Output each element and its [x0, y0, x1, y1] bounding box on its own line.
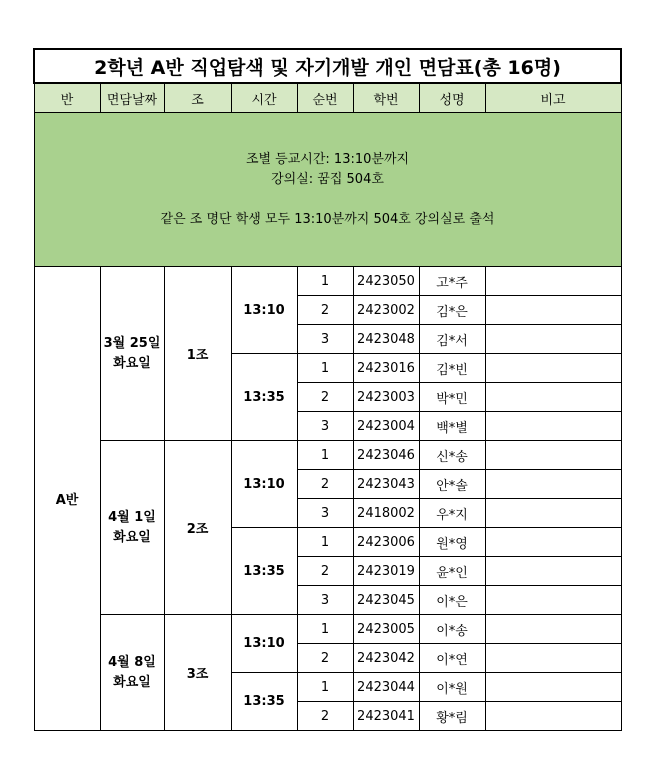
remarks-cell — [485, 296, 621, 325]
student-name-cell: 우*지 — [419, 499, 485, 528]
notice-box — [34, 113, 621, 267]
student-name-cell: 이*연 — [419, 644, 485, 673]
order-cell: 3 — [297, 412, 353, 441]
time-cell: 13:35 — [231, 354, 297, 441]
student-id-cell: 2423002 — [353, 296, 419, 325]
order-cell: 3 — [297, 586, 353, 615]
order-cell: 2 — [297, 702, 353, 731]
time-cell: 13:35 — [231, 673, 297, 731]
time-cell: 13:10 — [231, 615, 297, 673]
class-cell: A반 — [34, 267, 100, 731]
remarks-cell — [485, 383, 621, 412]
student-name-cell: 김*은 — [419, 296, 485, 325]
date-label: 4월 1일 — [108, 509, 156, 525]
time-cell: 13:10 — [231, 267, 297, 354]
group-cell: 3조 — [164, 615, 231, 731]
student-id-cell: 2423042 — [353, 644, 419, 673]
header-class: 반 — [34, 83, 100, 113]
student-id-cell: 2423004 — [353, 412, 419, 441]
notice-room: 강의실: 꿈집 504호 — [271, 171, 384, 187]
student-id-cell: 2423041 — [353, 702, 419, 731]
weekday-label: 화요일 — [113, 355, 151, 371]
table-row — [34, 441, 621, 470]
order-cell: 1 — [297, 441, 353, 470]
group-cell: 2조 — [164, 441, 231, 615]
notice-instruction: 같은 조 명단 학생 모두 13:10분까지 504호 강의실로 출석 — [160, 211, 495, 227]
student-name-cell: 신*송 — [419, 441, 485, 470]
time-cell: 13:10 — [231, 441, 297, 528]
student-id-cell: 2423005 — [353, 615, 419, 644]
header-time: 시간 — [231, 83, 297, 113]
date-cell — [100, 267, 164, 441]
table-row — [34, 267, 621, 296]
order-cell: 1 — [297, 354, 353, 383]
remarks-cell — [485, 615, 621, 644]
interview-table — [33, 48, 622, 731]
table-row — [34, 615, 621, 644]
student-id-cell: 2423043 — [353, 470, 419, 499]
student-name-cell: 김*서 — [419, 325, 485, 354]
student-name-cell: 윤*인 — [419, 557, 485, 586]
student-id-cell: 2418002 — [353, 499, 419, 528]
student-name-cell: 백*별 — [419, 412, 485, 441]
header-date: 면담날짜 — [100, 83, 164, 113]
notice-arrival-time: 조별 등교시간: 13:10분까지 — [245, 151, 410, 167]
header-remarks: 비고 — [485, 83, 621, 113]
student-name-cell: 이*원 — [419, 673, 485, 702]
student-name-cell: 안*솔 — [419, 470, 485, 499]
order-cell: 2 — [297, 383, 353, 412]
remarks-cell — [485, 557, 621, 586]
student-name-cell: 이*은 — [419, 586, 485, 615]
time-cell: 13:35 — [231, 528, 297, 615]
header-name: 성명 — [419, 83, 485, 113]
student-name-cell: 김*빈 — [419, 354, 485, 383]
student-name-cell: 박*민 — [419, 383, 485, 412]
order-cell: 2 — [297, 644, 353, 673]
notice-spacer — [35, 190, 621, 210]
remarks-cell — [485, 325, 621, 354]
header-student-id: 학번 — [353, 83, 419, 113]
order-cell: 1 — [297, 528, 353, 557]
student-id-cell: 2423006 — [353, 528, 419, 557]
remarks-cell — [485, 702, 621, 731]
date-cell — [100, 615, 164, 731]
student-id-cell: 2423045 — [353, 586, 419, 615]
remarks-cell — [485, 412, 621, 441]
order-cell: 2 — [297, 470, 353, 499]
header-group: 조 — [164, 83, 231, 113]
order-cell: 3 — [297, 499, 353, 528]
weekday-label: 화요일 — [113, 674, 151, 690]
student-id-cell: 2423016 — [353, 354, 419, 383]
remarks-cell — [485, 267, 621, 296]
student-name-cell: 황*림 — [419, 702, 485, 731]
header-row — [34, 83, 621, 113]
student-name-cell: 이*송 — [419, 615, 485, 644]
student-id-cell: 2423048 — [353, 325, 419, 354]
date-label: 3월 25일 — [103, 335, 161, 351]
remarks-cell — [485, 470, 621, 499]
remarks-cell — [485, 354, 621, 383]
student-id-cell: 2423050 — [353, 267, 419, 296]
student-id-cell: 2423046 — [353, 441, 419, 470]
weekday-label: 화요일 — [113, 529, 151, 545]
remarks-cell — [485, 586, 621, 615]
student-id-cell: 2423044 — [353, 673, 419, 702]
remarks-cell — [485, 441, 621, 470]
student-id-cell: 2423019 — [353, 557, 419, 586]
order-cell: 1 — [297, 615, 353, 644]
remarks-cell — [485, 528, 621, 557]
student-name-cell: 고*주 — [419, 267, 485, 296]
page-title: 2학년 A반 직업탐색 및 자기개발 개인 면담표(총 16명) — [34, 49, 621, 83]
remarks-cell — [485, 673, 621, 702]
student-name-cell: 원*영 — [419, 528, 485, 557]
remarks-cell — [485, 644, 621, 673]
order-cell: 2 — [297, 557, 353, 586]
order-cell: 1 — [297, 267, 353, 296]
order-cell: 1 — [297, 673, 353, 702]
group-cell: 1조 — [164, 267, 231, 441]
order-cell: 2 — [297, 296, 353, 325]
date-cell — [100, 441, 164, 615]
order-cell: 3 — [297, 325, 353, 354]
student-id-cell: 2423003 — [353, 383, 419, 412]
date-label: 4월 8일 — [108, 654, 156, 670]
header-order: 순번 — [297, 83, 353, 113]
remarks-cell — [485, 499, 621, 528]
